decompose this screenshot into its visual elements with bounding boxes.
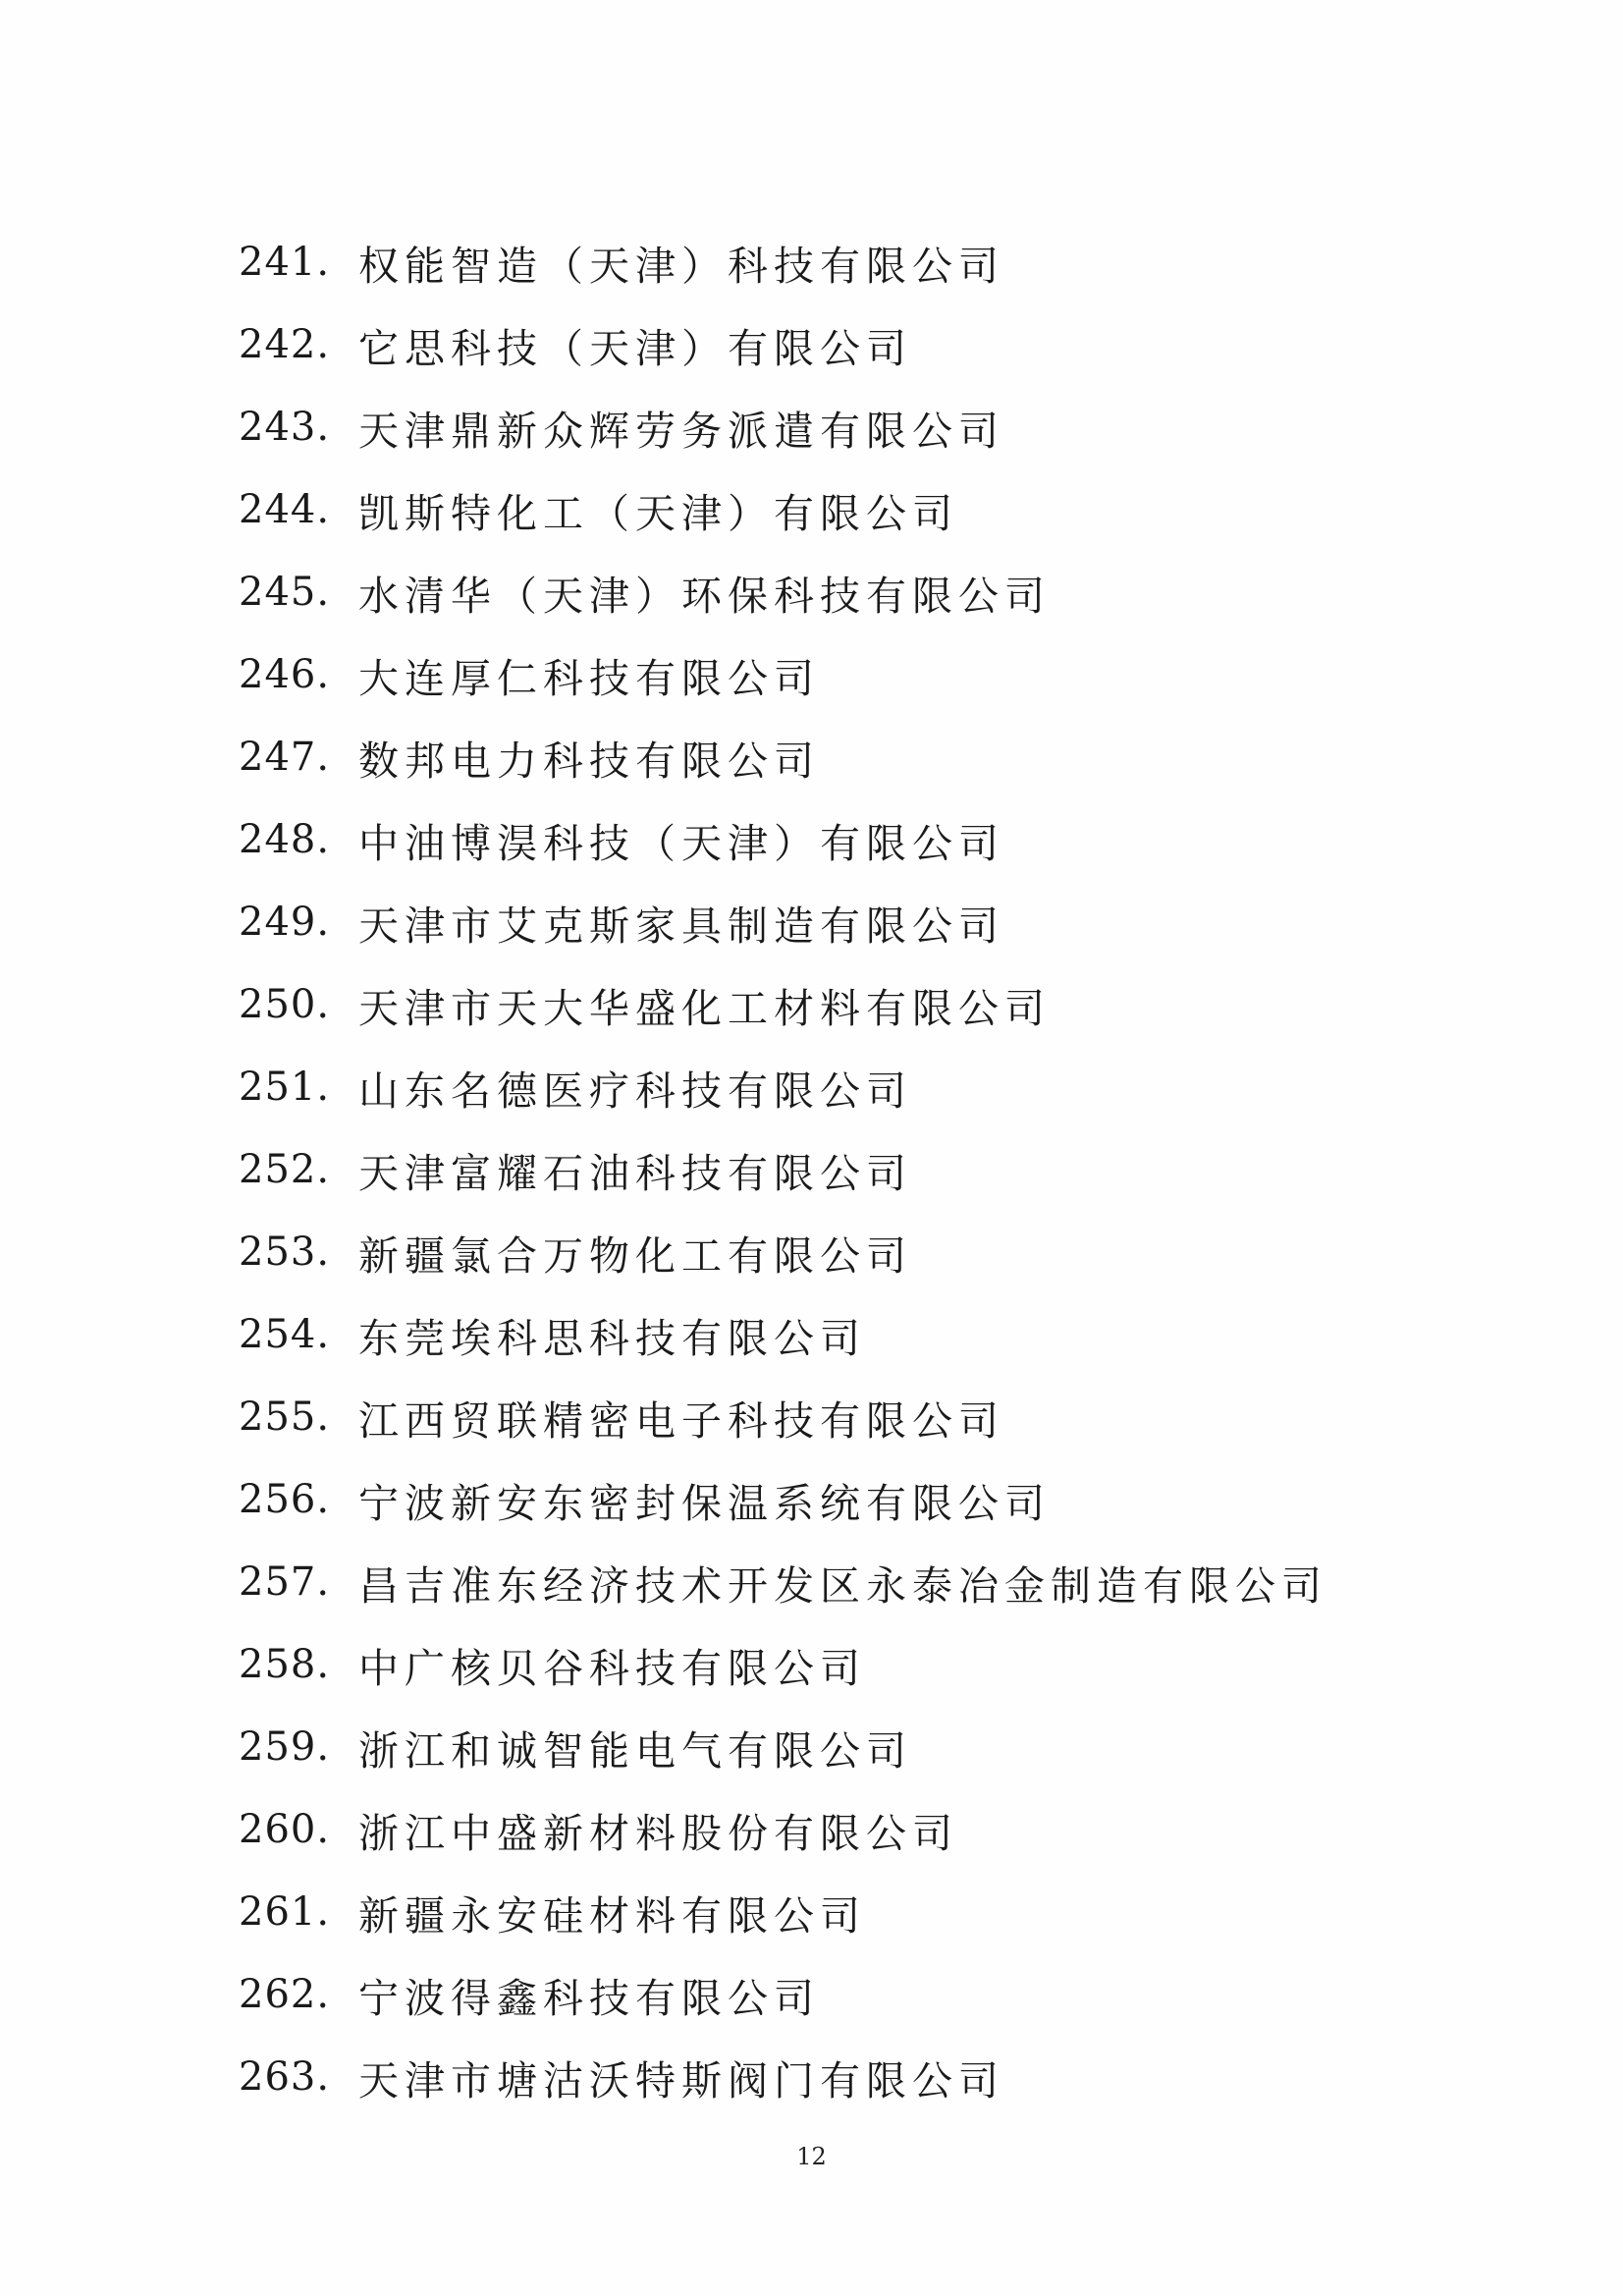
- company-name: 中广核贝谷科技有限公司: [358, 1644, 866, 1692]
- list-item: [239, 1458, 1327, 1541]
- item-number: 247.: [239, 735, 331, 780]
- company-name: 宁波新安东密封保温系统有限公司: [358, 1479, 1051, 1527]
- company-name: 天津鼎新众辉劳务派遣有限公司: [358, 407, 1004, 455]
- item-number: 258.: [239, 1642, 331, 1687]
- company-name: 天津富耀石油科技有限公司: [358, 1149, 912, 1197]
- item-number: 256.: [239, 1477, 331, 1522]
- list-item: [239, 1293, 1327, 1376]
- company-name: 权能智造（天津）科技有限公司: [358, 242, 1004, 290]
- list-item: [239, 221, 1327, 303]
- list-item: [239, 1046, 1327, 1128]
- item-number: 260.: [239, 1807, 331, 1852]
- item-number: 246.: [239, 652, 331, 697]
- list-item: [239, 716, 1327, 798]
- page-number: 12: [796, 2143, 827, 2170]
- company-list: [239, 221, 1327, 2118]
- company-name: 天津市艾克斯家具制造有限公司: [358, 902, 1004, 950]
- list-item: [239, 1706, 1327, 1788]
- company-name: 山东名德医疗科技有限公司: [358, 1066, 912, 1115]
- list-item: [239, 1541, 1327, 1623]
- item-number: 259.: [239, 1724, 331, 1770]
- company-name: 新疆氯合万物化工有限公司: [358, 1231, 912, 1280]
- item-number: 242.: [239, 322, 331, 367]
- list-item: [239, 468, 1327, 551]
- item-number: 261.: [239, 1889, 331, 1935]
- company-name: 中油博淏科技（天津）有限公司: [358, 819, 1004, 867]
- company-name: 宁波得鑫科技有限公司: [358, 1974, 820, 2022]
- company-name: 它思科技（天津）有限公司: [358, 324, 912, 372]
- list-item: [239, 1128, 1327, 1211]
- list-item: [239, 798, 1327, 881]
- list-item: [239, 386, 1327, 468]
- list-item: [239, 633, 1327, 716]
- item-number: 253.: [239, 1230, 331, 1275]
- item-number: 254.: [239, 1312, 331, 1357]
- company-name: 新疆永安硅材料有限公司: [358, 1891, 866, 1940]
- company-name: 浙江和诚智能电气有限公司: [358, 1726, 912, 1775]
- item-number: 263.: [239, 2054, 331, 2100]
- item-number: 243.: [239, 405, 331, 450]
- item-number: 262.: [239, 1972, 331, 2017]
- list-item: [239, 963, 1327, 1046]
- company-name: 东莞埃科思科技有限公司: [358, 1314, 866, 1362]
- company-name: 昌吉准东经济技术开发区永泰冶金制造有限公司: [358, 1561, 1327, 1610]
- company-name: 水清华（天津）环保科技有限公司: [358, 572, 1051, 620]
- list-item: [239, 1953, 1327, 2036]
- company-name: 凯斯特化工（天津）有限公司: [358, 489, 958, 537]
- company-name: 浙江中盛新材料股份有限公司: [358, 1809, 958, 1857]
- list-item: [239, 1376, 1327, 1458]
- list-item: [239, 303, 1327, 386]
- company-name: 大连厚仁科技有限公司: [358, 654, 820, 702]
- company-name: 天津市天大华盛化工材料有限公司: [358, 984, 1051, 1032]
- item-number: 255.: [239, 1394, 331, 1440]
- item-number: 257.: [239, 1559, 331, 1605]
- list-item: [239, 551, 1327, 633]
- company-name: 数邦电力科技有限公司: [358, 737, 820, 785]
- list-item: [239, 2036, 1327, 2118]
- list-item: [239, 1871, 1327, 1953]
- item-number: 252.: [239, 1147, 331, 1192]
- item-number: 241.: [239, 240, 331, 285]
- item-number: 250.: [239, 982, 331, 1027]
- list-item: [239, 1623, 1327, 1706]
- company-name: 江西贸联精密电子科技有限公司: [358, 1396, 1004, 1445]
- list-item: [239, 1211, 1327, 1293]
- item-number: 244.: [239, 487, 331, 532]
- item-number: 249.: [239, 900, 331, 945]
- item-number: 251.: [239, 1065, 331, 1110]
- item-number: 245.: [239, 570, 331, 615]
- company-name: 天津市塘沽沃特斯阀门有限公司: [358, 2056, 1004, 2105]
- list-item: [239, 1788, 1327, 1871]
- item-number: 248.: [239, 817, 331, 862]
- list-item: [239, 881, 1327, 963]
